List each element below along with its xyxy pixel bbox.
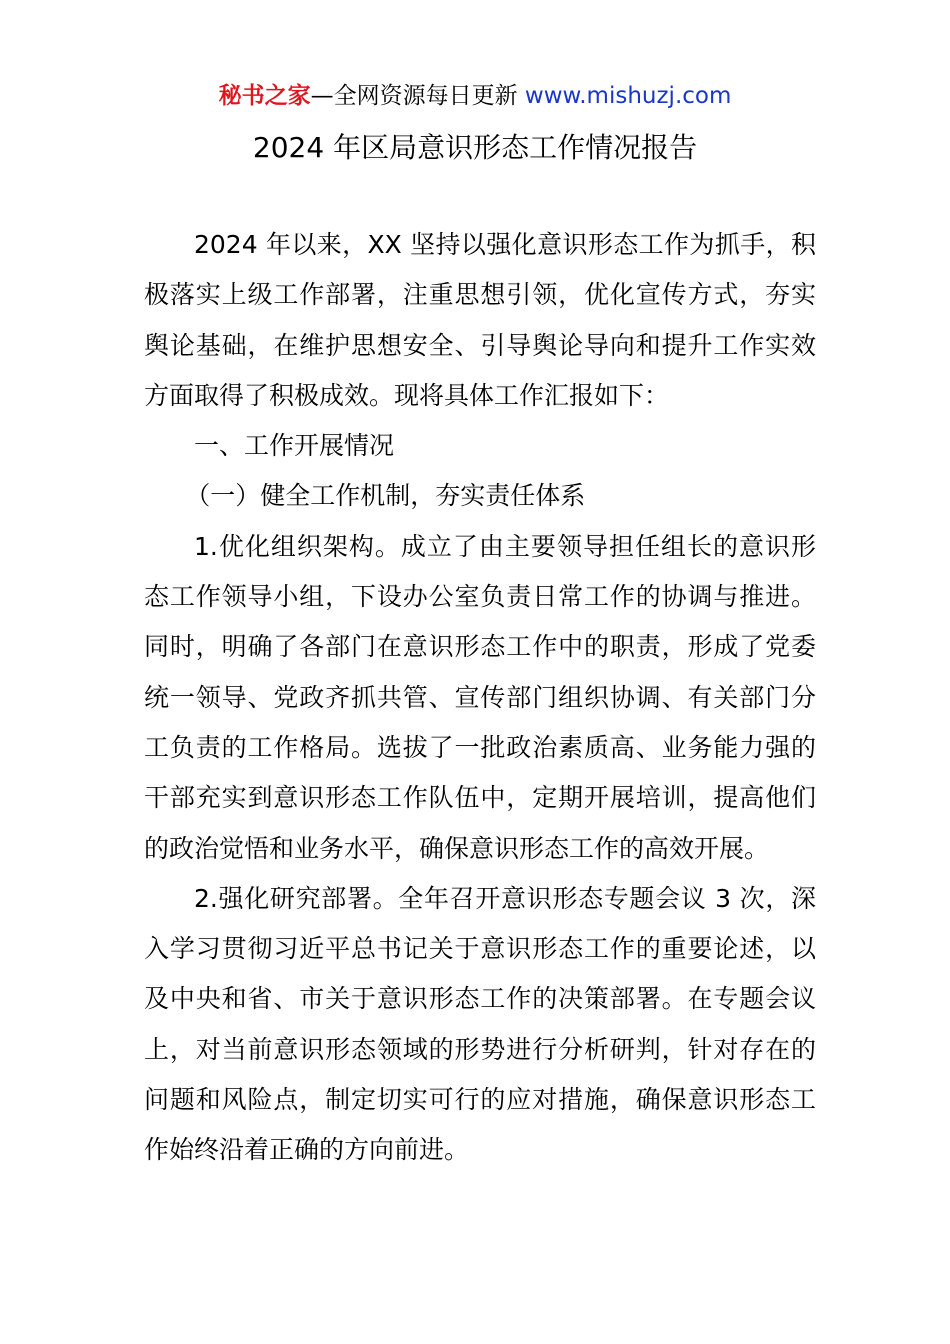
document-body <box>144 220 816 1176</box>
body-paragraph-2: 2.强化研究部署。全年召开意识形态专题会议 3 次，深入学习贯彻习近平总书记关于意识形态工作的重要论述，以及中央和省、市关于意识形态工作的决策部署。在专题会议上，对当前意识形态领域的形势进行分析研判，针对存在的问题和风险点，制定切实可行的应对措施，确保意识形态工作始终沿着正确的方向前进。 <box>144 883 816 1165</box>
section-heading-1: 一、工作开展情况 <box>194 431 395 461</box>
site-header <box>0 80 950 112</box>
site-brand: 秘书之家 <box>218 83 311 109</box>
body-paragraph-1: 1.优化组织架构。成立了由主要领导担任组长的意识形态工作领导小组，下设办公室负责日常工作的协调与推进。同时，明确了各部门在意识形态工作中的职责，形成了党委统一领导、党政齐抓共管、宣传部门组织协调、有关部门分工负责的工作格局。选拔了一批政治素质高、业务能力强的干部充实到意识形态工作队伍中，定期开展培训，提高他们的政治觉悟和业务水平，确保意识形态工作的高效开展。 <box>144 531 816 863</box>
site-tagline: —全网资源每日更新 <box>310 83 518 109</box>
document-title: 2024 年区局意识形态工作情况报告 <box>252 131 698 164</box>
intro-paragraph: 2024 年以来，XX 坚持以强化意识形态工作为抓手，积极落实上级工作部署，注重思想引领，优化宣传方式，夯实舆论基础，在维护思想安全、引导舆论导向和提升工作实效方面取得了积极成效。现将具体工作汇报如下： <box>144 230 816 410</box>
subsection-heading-1: （一）健全工作机制，夯实责任体系 <box>185 481 586 511</box>
site-url-link[interactable]: www.mishuzj.com <box>524 83 732 109</box>
